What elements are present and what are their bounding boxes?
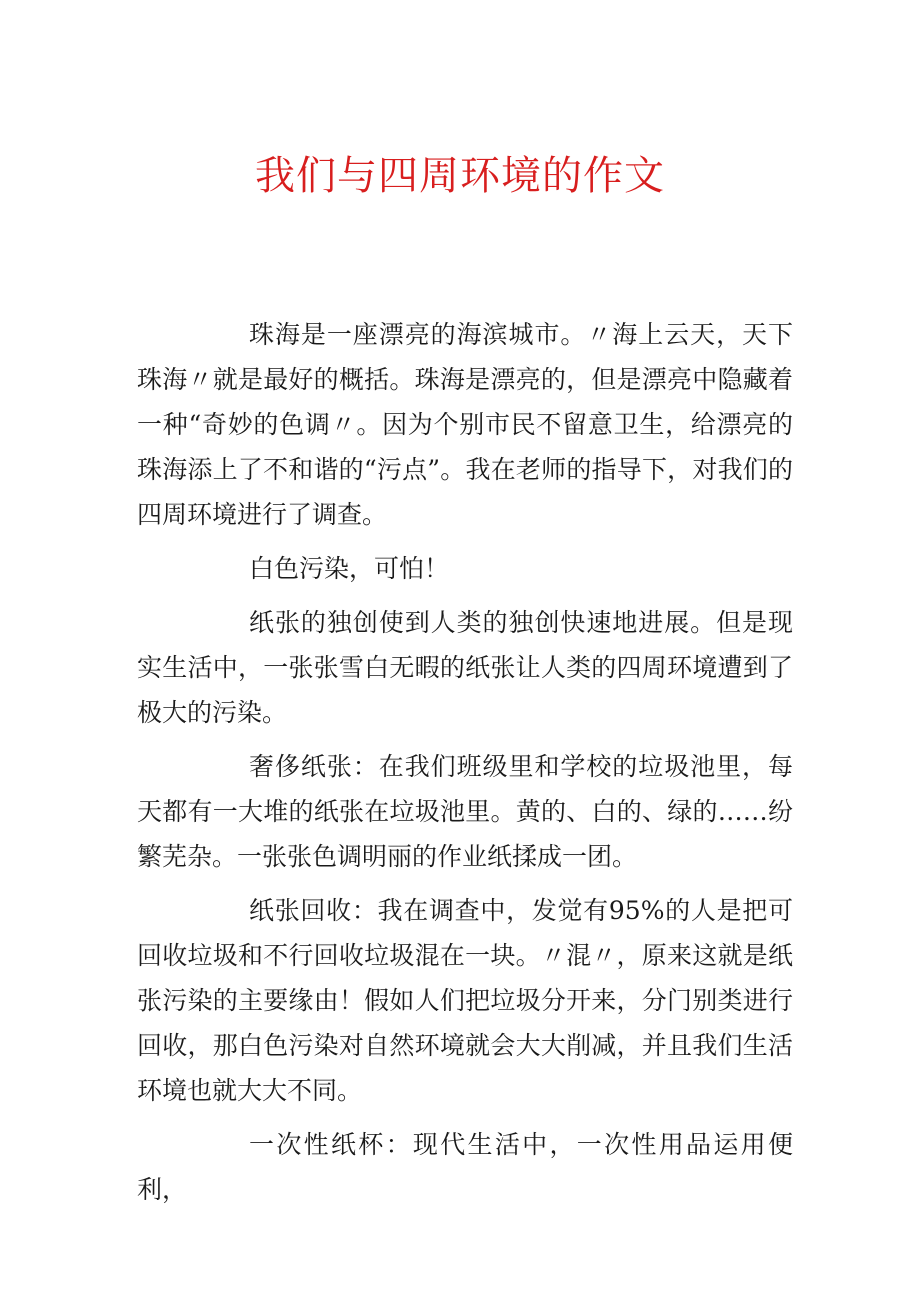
document-title: 我们与四周环境的作文: [255, 153, 665, 199]
paragraph-paper-recycling: 纸张回收：我在调查中，发觉有95%的人是把可回收垃圾和不行回收垃圾混在一块。〃混〃，原来这就是纸张污染的主要缘由！假如人们把垃圾分开来，分门别类进行回收，那白色污染对自然环境就会大大削减，并且我们生活环境也就大大不同。: [137, 896, 793, 1105]
document-body: [137, 312, 793, 1221]
paragraph-paper-waste: 奢侈纸张：在我们班级里和学校的垃圾池里，每天都有一大堆的纸张在垃圾池里。黄的、白的、绿的……纷繁芜杂。一张张色调明丽的作业纸揉成一团。: [137, 752, 793, 871]
paragraph-paper-invention: 纸张的独创使到人类的独创快速地进展。但是现实生活中，一张张雪白无暇的纸张让人类的四周环境遭到了极大的污染。: [137, 608, 793, 727]
paragraph-disposable-cups: 一次性纸杯：现代生活中，一次性用品运用便利，: [137, 1130, 793, 1204]
paragraph-intro: 珠海是一座漂亮的海滨城市。〃海上云天，天下珠海〃就是最好的概括。珠海是漂亮的，但是漂亮中隐藏着一种“奇妙的色调〃。因为个别市民不留意卫生，给漂亮的珠海添上了不和谐的“污点”。我在老师的指导下，对我们的四周环境进行了调查。: [137, 320, 793, 529]
paragraph-section-heading: 白色污染，可怕！: [249, 554, 450, 583]
